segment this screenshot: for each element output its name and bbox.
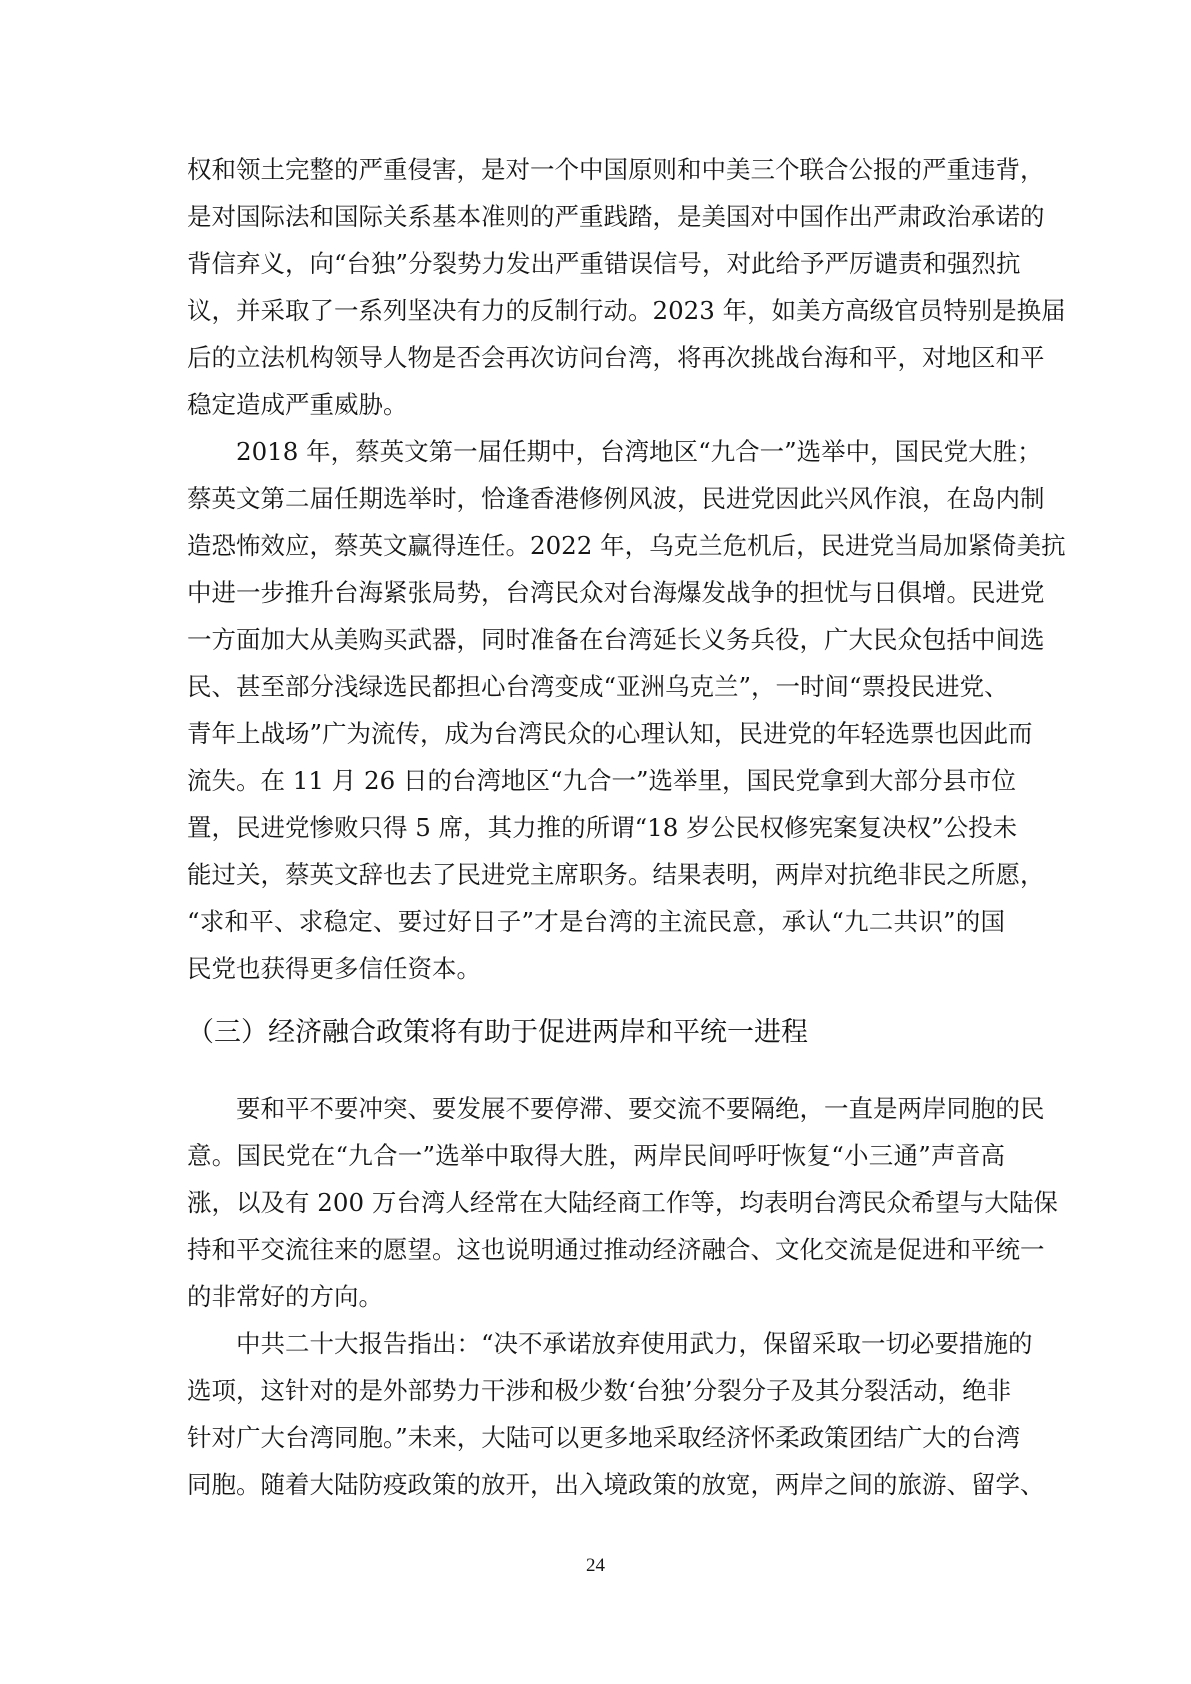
- text-line: 造恐怖效应，蔡英文赢得连任。2022 年，乌克兰危机后，民进党当局加紧倚美抗: [187, 531, 1066, 560]
- text-line: 蔡英文第二届任期选举时，恰逢香港修例风波，民进党因此兴风作浪，在岛内制: [187, 484, 1045, 513]
- paragraph-1: [187, 146, 1066, 428]
- text-line: 同胞。随着大陆防疫政策的放开，出入境政策的放宽，两岸之间的旅游、留学、: [187, 1470, 1045, 1499]
- paragraph-3: [187, 1085, 1058, 1320]
- text-line: 流失。在 11 月 26 日的台湾地区“九合一”选举里，国民党拿到大部分县市位: [187, 766, 1017, 795]
- text-line: 议，并采取了一系列坚决有力的反制行动。2023 年，如美方高级官员特别是换届: [187, 296, 1066, 325]
- text-line: 权和领土完整的严重侵害，是对一个中国原则和中美三个联合公报的严重违背，: [187, 155, 1045, 184]
- text-line: 2018 年，蔡英文第一届任期中，台湾地区“九合一”选举中，国民党大胜；: [236, 437, 1042, 466]
- text-line: 青年上战场”广为流传，成为台湾民众的心理认知，民进党的年轻选票也因此而: [187, 719, 1033, 748]
- text-line: 背信弃义，向“台独”分裂势力发出严重错误信号，对此给予严厉谴责和强烈抗: [187, 249, 1021, 278]
- paragraph-4: [187, 1320, 1045, 1508]
- text-line: 能过关，蔡英文辞也去了民进党主席职务。结果表明，两岸对抗绝非民之所愿，: [187, 860, 1045, 889]
- text-line: 后的立法机构领导人物是否会再次访问台湾，将再次挑战台海和平，对地区和平: [187, 343, 1045, 372]
- text-line: 民、甚至部分浅绿选民都担心台湾变成“亚洲乌克兰”，一时间“票投民进党、: [187, 672, 1009, 701]
- text-line: 选项，这针对的是外部势力干涉和极少数‘台独’分裂分子及其分裂活动，绝非: [187, 1376, 1012, 1405]
- text-line: 中进一步推升台海紧张局势，台湾民众对台海爆发战争的担忧与日俱增。民进党: [187, 578, 1045, 607]
- text-line: 持和平交流往来的愿望。这也说明通过推动经济融合、文化交流是促进和平统一: [187, 1235, 1045, 1264]
- text-line: “求和平、求稳定、要过好日子”才是台湾的主流民意，承认“九二共识”的国: [187, 907, 1005, 936]
- text-line: 置，民进党惨败只得 5 席，其力推的所谓“18 岁公民权修宪案复决权”公投未: [187, 813, 1018, 842]
- text-line: 意。国民党在“九合一”选举中取得大胜，两岸民间呼吁恢复“小三通”声音高: [187, 1141, 1005, 1170]
- text-line: 稳定造成严重威胁。: [187, 390, 408, 419]
- page-number: 24: [586, 1555, 605, 1576]
- text-line: 针对广大台湾同胞。”未来，大陆可以更多地采取经济怀柔政策团结广大的台湾: [187, 1423, 1021, 1452]
- text-line: 要和平不要冲突、要发展不要停滞、要交流不要隔绝，一直是两岸同胞的民: [236, 1094, 1045, 1123]
- paragraph-2: [187, 428, 1066, 992]
- text-line: 民党也获得更多信任资本。: [187, 954, 481, 983]
- text-line: 的非常好的方向。: [187, 1282, 383, 1311]
- section-heading: （三）经济融合政策将有助于促进两岸和平统一进程: [187, 1017, 808, 1048]
- text-line: 一方面加大从美购买武器，同时准备在台湾延长义务兵役，广大民众包括中间选: [187, 625, 1045, 654]
- text-line: 是对国际法和国际关系基本准则的严重践踏，是美国对中国作出严肃政治承诺的: [187, 202, 1045, 231]
- text-line: 涨，以及有 200 万台湾人经常在大陆经商工作等，均表明台湾民众希望与大陆保: [187, 1188, 1058, 1217]
- text-line: 中共二十大报告指出：“决不承诺放弃使用武力，保留采取一切必要措施的: [236, 1329, 1033, 1358]
